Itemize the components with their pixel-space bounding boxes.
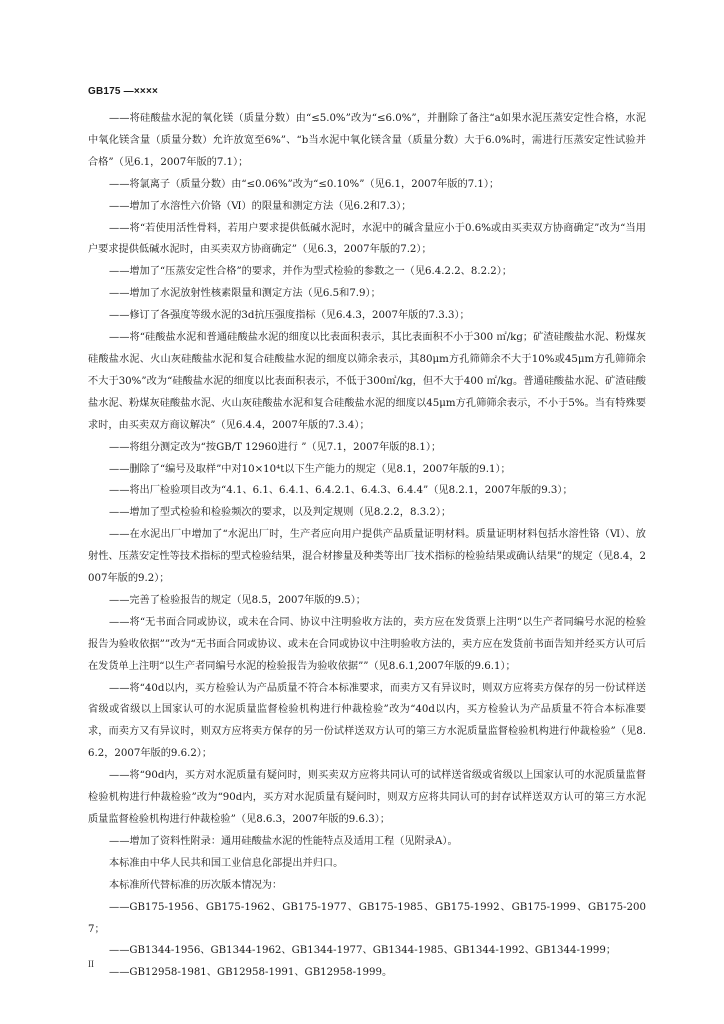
paragraph-factory-inspection: ——将出厂检验项目改为“4.1、6.1、6.4.1、6.4.2.1、6.4.3、6.4.4”（见8.2.1，2007年版的9.3）； [109,485,573,497]
paragraph-component-determination: ——将组分测定改为“按GB/T 12960进行 ”（见7.1，2007年版的8.1）； [109,441,442,453]
paragraph-autoclave-soundness: ——增加了“压蒸安定性合格”的要求，并作为型式检验的参数之一（见6.4.2.2、8.2.2）； [109,266,513,278]
paragraph-inspection-report: ——完善了检验报告的规定（见8.5，2007年版的9.5）； [109,594,366,606]
paragraph-magnesium-oxide: ——将硅酸盐水泥的氧化镁（质量分数）由“≤5.0%”改为“≤6.0%”，并删除了备注“a如果水泥压蒸安定性合格，水泥中氧化镁含量（质量分数）允许放宽至6%”、“b当水泥中氧化镁含量（质量分数）大于6.0%时，需进行压蒸安定性试验并合格”（见6.1，2007年版的7.1）； [88,113,646,168]
paragraph-fineness: ——将“硅酸盐水泥和普通硅酸盐水泥的细度以比表面积表示，其比表面积不小于300 ㎡/kg；矿渣硅酸盐水泥、粉煤灰硅酸盐水泥、火山灰硅酸盐水泥和复合硅酸盐水泥的细度以筛余表示，其80μm方孔筛筛余不大于10%或45μm方孔筛筛余不大于30%”改为“硅酸盐水泥的细度以比表面积表示，不低于300㎡/kg，但不大于400 ㎡/kg。普通硅酸盐水泥、矿渣硅酸盐水泥、粉煤灰硅酸盐水泥、火山灰硅酸盐水泥和复合硅酸盐水泥的细度以45μm方孔筛筛余表示，不小于5%。当有特殊要求时，由买卖双方商议解决”（见6.4.4，2007年版的7.3.4）； [88,332,646,431]
paragraph-chloride-ion: ——将氯离子（质量分数）由“≤0.06%”改为“≤0.10%”（见6.1，2007年版的7.1）； [109,178,500,190]
paragraph-previous-versions-intro: 本标准所代替标准的历次版本情况为： [109,879,283,891]
paragraph-acceptance-method: ——将“无书面合同或协议，或未在合同、协议中注明验收方法的，卖方应在发货票上注明“以生产者同编号水泥的检验报告为验收依据””改为“无书面合同或协议、或未在合同或协议中注明验收方法的，卖方应在发货前书面告知并经买方认可后在发货单上注明“以生产者同编号水泥的检验报告为验收依据””（见8.6.1,2007年版的9.6.1）； [88,616,646,672]
paragraph-radioactivity: ——增加了水泥放射性核素限量和测定方法（见6.5和7.9）； [109,288,381,300]
paragraph-type-inspection: ——增加了型式检验和检验频次的要求，以及判定规则（见8.2.2，8.3.2）； [109,507,452,519]
paragraph-versions-gb175: ——GB175-1956、GB175-1962、GB175-1977、GB175-1985、GB175-1992、GB175-1999、GB175-2007； [88,901,646,935]
paragraph-hexavalent-chromium: ——增加了水溶性六价铬（Ⅵ）的限量和测定方法（见6.2和7.3）； [109,200,412,212]
paragraph-numbering-sampling: ——删除了“编号及取样”中对10×10⁴t以下生产能力的规定（见8.1，2007年版的9.1）； [109,463,511,475]
paragraph-40d-arbitration: ——将“40d以内，买方检验认为产品质量不符合本标准要求，而卖方又有异议时，则双方应将卖方保存的另一份试样送省级或省级以上国家认可的水泥质量监督检验机构进行仲裁检验”改为“40d以内，买方检验认为产品质量不符合本标准要求，而卖方又有异议时，则双方应将卖方保存的另一份试样送双方认可的第三方水泥质量监督检验机构进行仲裁检验”（见8.6.2，2007年版的9.6.2）； [88,682,646,760]
paragraph-versions-gb12958: ——GB12958-1981、GB12958-1991、GB12958-1999。 [109,967,393,979]
paragraph-90d-arbitration: ——将“90d内，买方对水泥质量有疑问时，则买卖双方应将共同认可的试样送省级或省级以上国家认可的水泥质量监督检验机构进行仲裁检验”改为“90d内，买方对水泥质量有疑问时，则双方应将共同认可的封存试样送双方认可的第三方水泥质量监督检验机构进行仲裁检验”（见8.6.3，2007年版的9.6.3）； [88,770,646,825]
paragraph-versions-gb1344: ——GB1344-1956、GB1344-1962、GB1344-1977、GB1344-1985、GB1344-1992、GB1344-1999； [109,945,617,957]
page-number: II [88,959,94,969]
document-code-header: GB175 —×××× [88,86,159,97]
paragraph-informative-annex: ——增加了资料性附录：通用硅酸盐水泥的性能特点及适用工程（见附录A）。 [109,835,458,847]
paragraph-low-alkali-cement: ——将“若使用活性骨料，若用户要求提供低碱水泥时，水泥中的碱含量应小于0.6%或由买卖双方协商确定”改为“当用户要求提供低碱水泥时，由买卖双方协商确定”（见6.3，2007年版的7.2）； [88,222,646,256]
paragraph-quality-certificate: ——在水泥出厂中增加了“水泥出厂时，生产者应向用户提供产品质量证明材料。质量证明材料包括水溶性铬（Ⅵ）、放射性、压蒸安定性等技术指标的型式检验结果，混合材掺量及种类等出厂技术指标的检验结果或确认结果”的规定（见8.4，2007年版的9.2）； [88,529,646,585]
paragraph-3d-strength: ——修订了各强度等级水泥的3d抗压强度指标（见6.4.3，2007年版的7.3.3）； [109,310,470,322]
paragraph-proposer: 本标准由中华人民共和国工业信息化部提出并归口。 [109,857,344,869]
document-body [88,108,646,984]
